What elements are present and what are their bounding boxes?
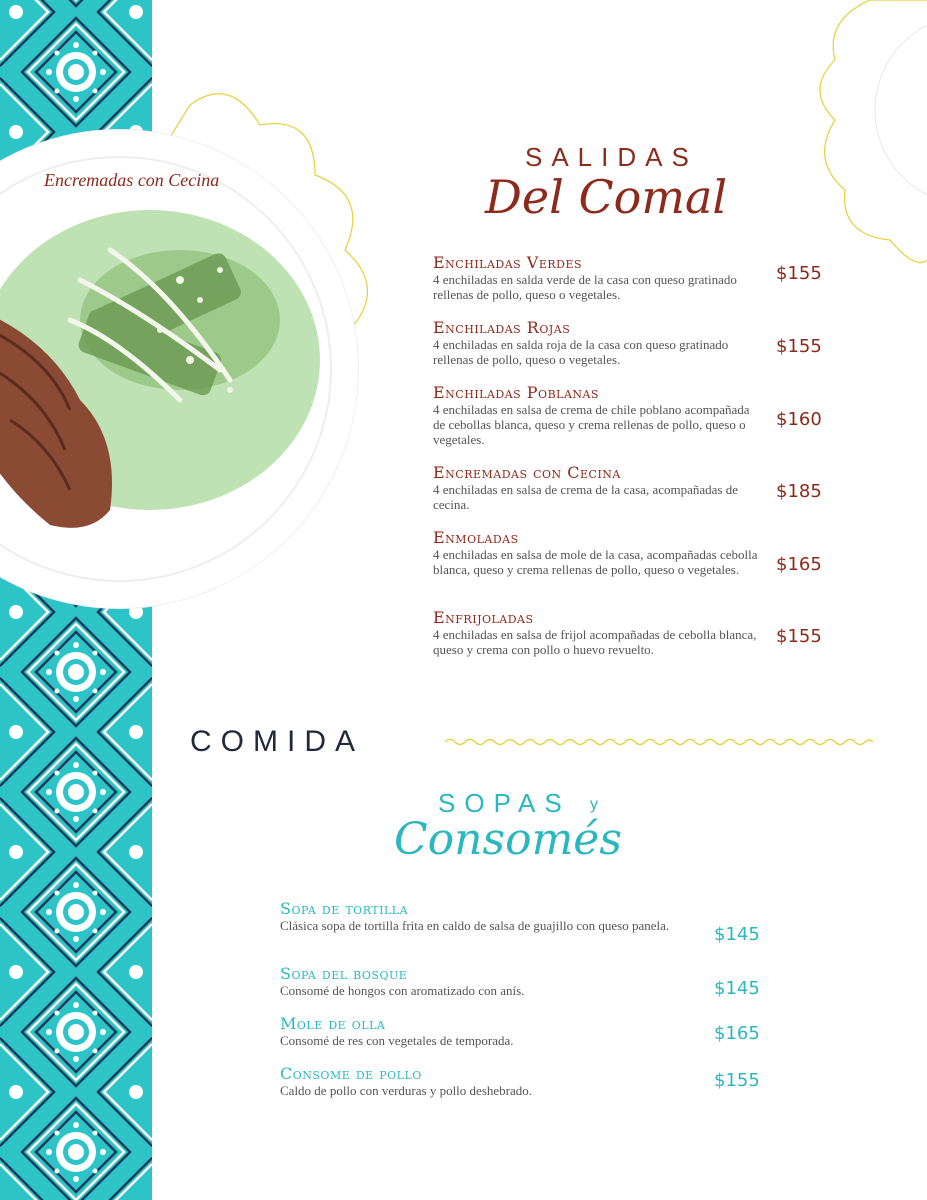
item-description: 4 enchiladas en salsa de mole de la casa, acompañadas cebolla blanca, queso y crema rellenas de pollo, queso o vegetales. <box>433 547 758 577</box>
menu-item <box>280 1065 680 1098</box>
corner-flower-decoration <box>810 0 927 280</box>
item-description: 4 enchiladas en salda roja de la casa con queso gratinado rellenas de pollo, queso o vegetales. <box>433 337 729 367</box>
menu-item <box>433 529 763 577</box>
item-description: 4 enchiladas en salsa de crema de chile poblano acompañada de cebollas blanca, queso y crema rellenas de pollo, queso o vegetales. <box>433 402 750 447</box>
menu-item <box>433 464 763 512</box>
item-name: Enmoladas <box>433 528 519 547</box>
menu-item <box>280 1015 680 1048</box>
item-name: Enfrijoladas <box>433 608 534 627</box>
item-price: $155 <box>776 336 822 357</box>
item-price: $165 <box>776 554 822 575</box>
salidas-heading: SALIDAS <box>525 142 698 172</box>
item-name: Sopa del bosque <box>280 964 408 983</box>
item-name: Enchiladas Poblanas <box>433 383 600 402</box>
item-name: Sopa de tortilla <box>280 899 409 918</box>
sopas-heading: SOPAS <box>438 788 571 818</box>
item-name: Mole de olla <box>280 1014 386 1033</box>
item-description: Consomé de hongos con aromatizado con anís. <box>280 983 525 998</box>
menu-item <box>280 900 680 933</box>
menu-item <box>433 609 763 657</box>
item-name: Encremadas con Cecina <box>433 463 621 482</box>
decorative-dotted-line <box>445 736 873 748</box>
item-description: Caldo de pollo con verduras y pollo deshebrado. <box>280 1083 532 1098</box>
comida-label: COMIDA <box>190 725 364 758</box>
menu-item <box>280 965 680 998</box>
menu-item <box>433 384 763 447</box>
menu-item <box>433 319 763 367</box>
item-price: $155 <box>776 263 822 284</box>
item-description: 4 enchiladas en salsa de crema de la casa, acompañadas de cecina. <box>433 482 738 512</box>
item-description: 4 enchiladas en salsa de frijol acompañadas de cebolla blanca, queso y crema con pollo o huevo revuelto. <box>433 627 757 657</box>
item-price: $155 <box>776 626 822 647</box>
photo-caption: Encremadas con Cecina <box>44 170 220 190</box>
item-price: $160 <box>776 409 822 430</box>
sopas-connector: y <box>590 796 598 813</box>
item-price: $145 <box>714 924 760 945</box>
item-price: $155 <box>714 1070 760 1091</box>
sopas-script-title: Consomés <box>394 814 622 865</box>
item-description: 4 enchiladas en salda verde de la casa con queso gratinado rellenas de pollo, queso o vegetales. <box>433 272 737 302</box>
item-description: Consomé de res con vegetales de temporada. <box>280 1033 514 1048</box>
salidas-script-title: Del Comal <box>485 170 728 224</box>
item-name: Enchiladas Verdes <box>433 253 583 272</box>
menu-item <box>433 254 763 302</box>
item-price: $165 <box>714 1023 760 1044</box>
item-name: Enchiladas Rojas <box>433 318 571 337</box>
item-price: $185 <box>776 481 822 502</box>
item-price: $145 <box>714 978 760 999</box>
item-description: Clásica sopa de tortilla frita en caldo de salsa de guajillo con queso panela. <box>280 918 670 933</box>
item-name: Consome de pollo <box>280 1064 422 1083</box>
